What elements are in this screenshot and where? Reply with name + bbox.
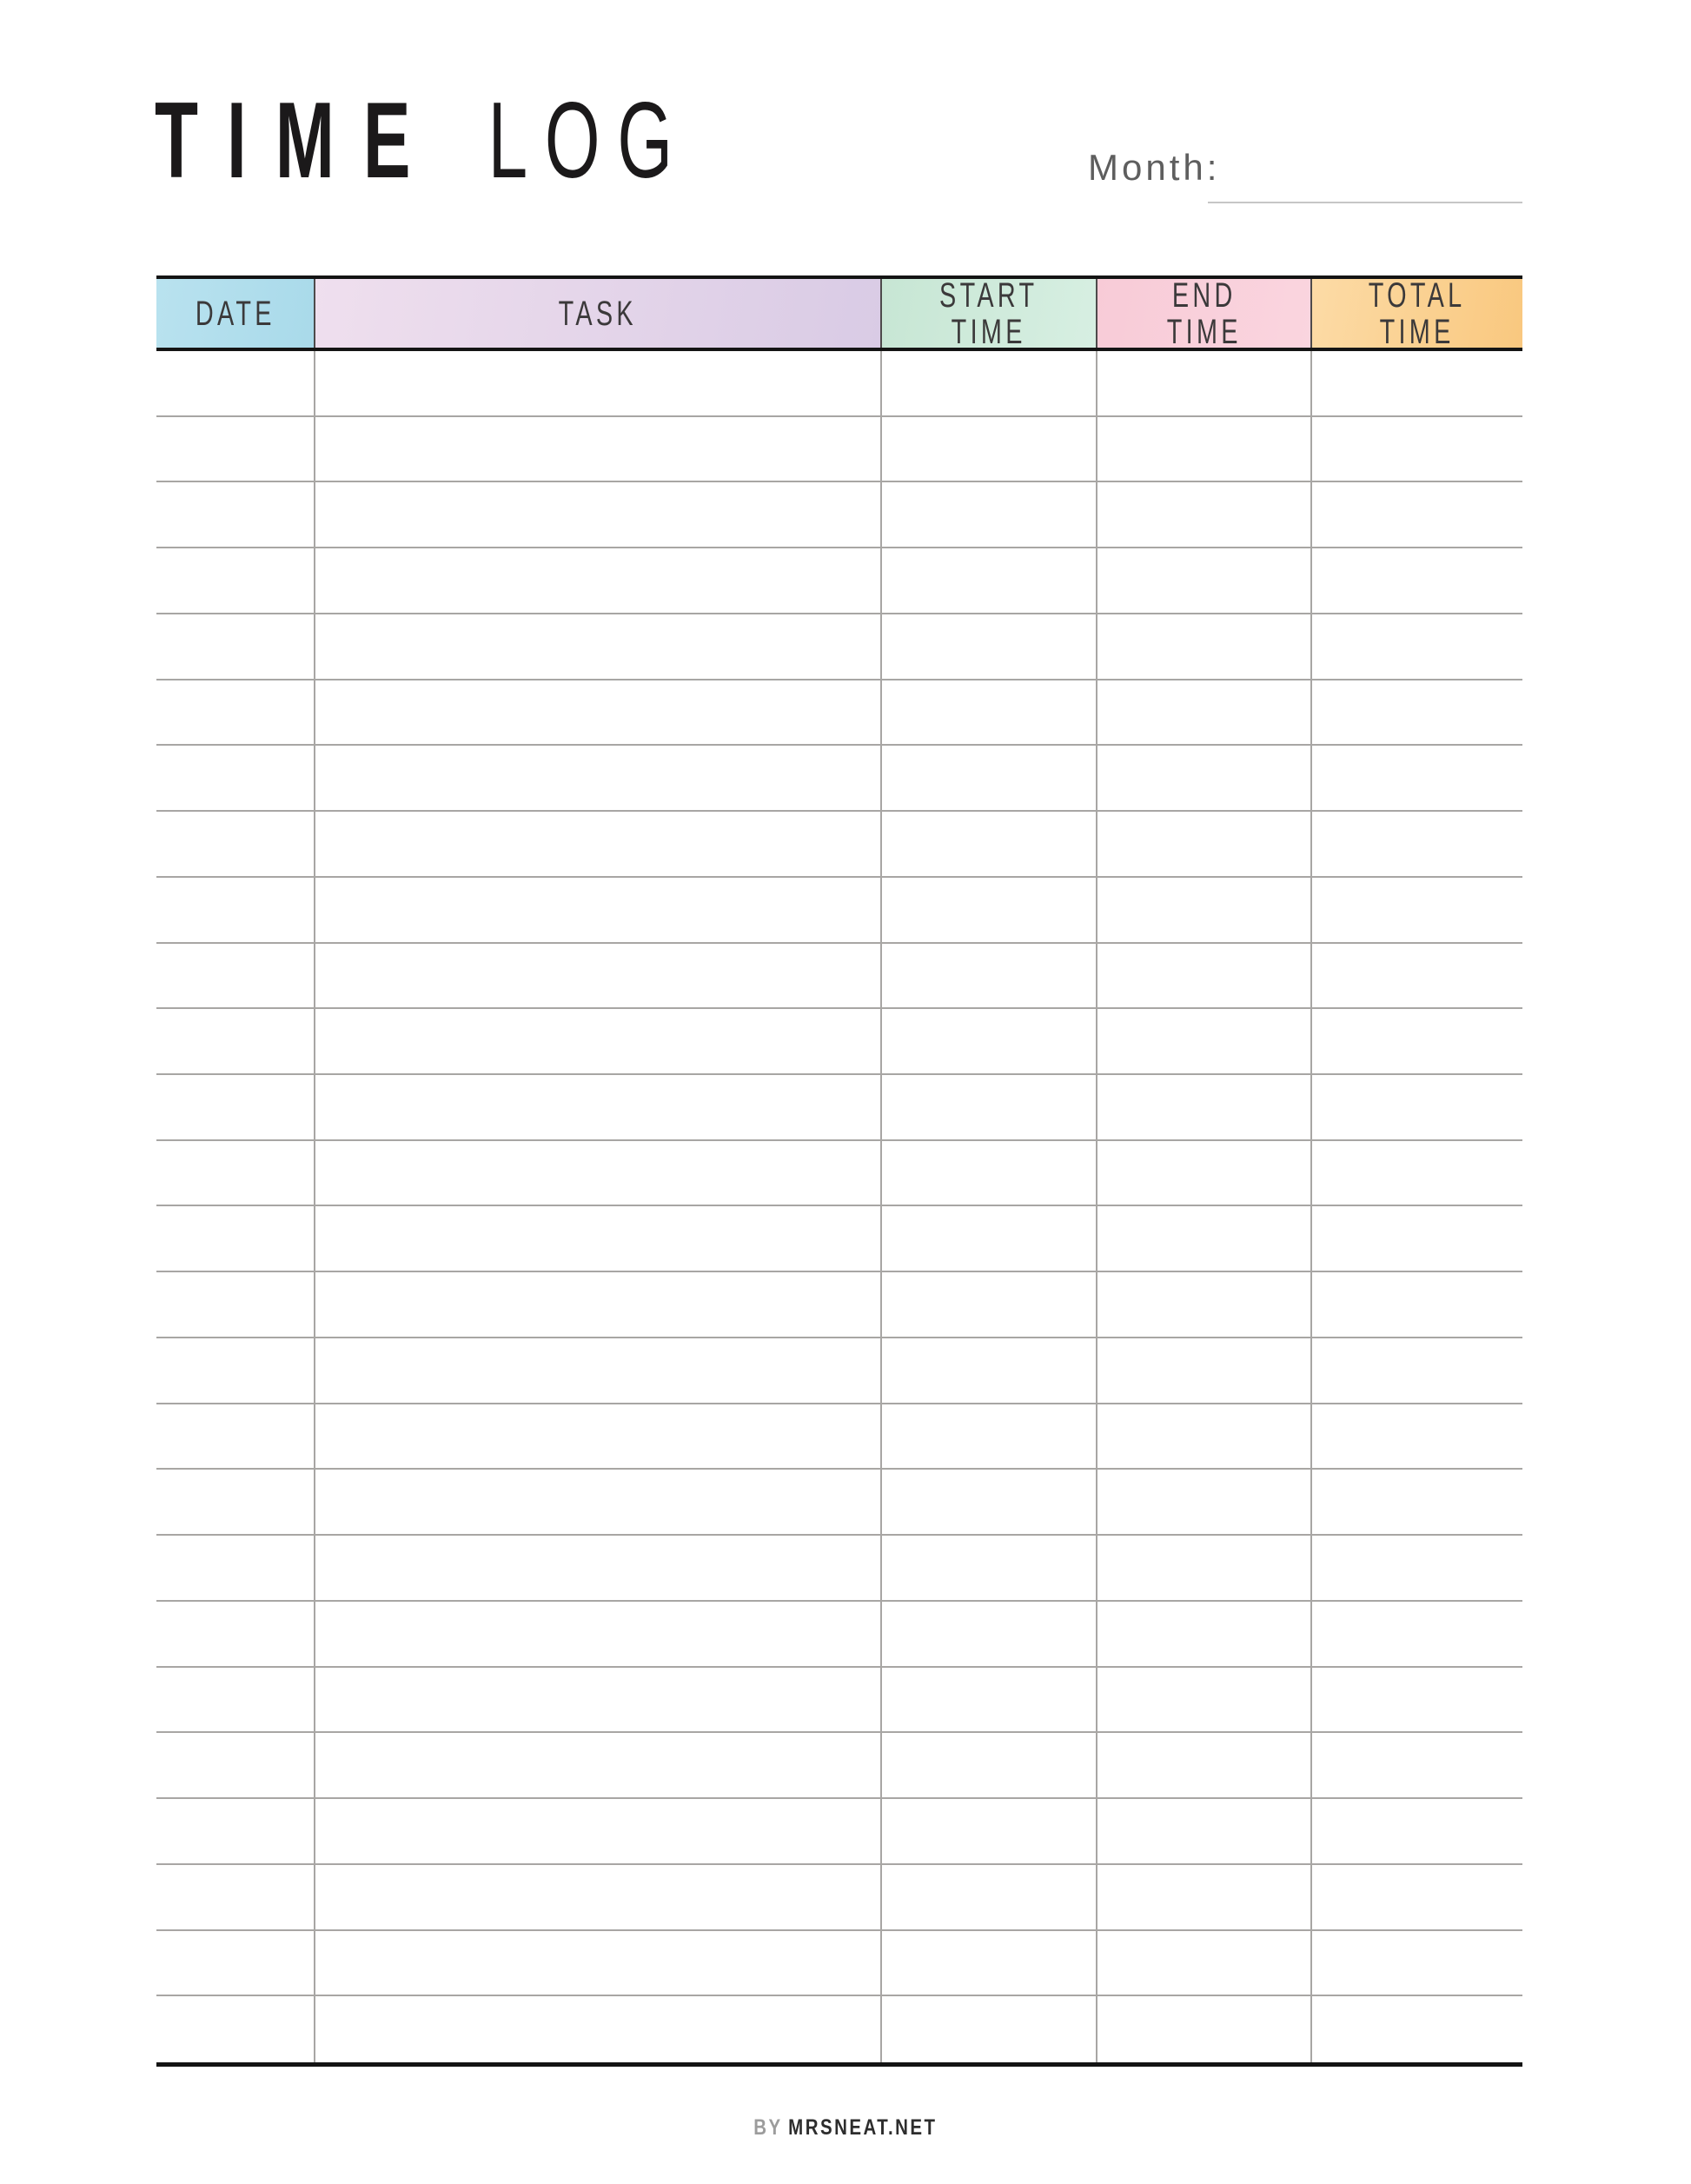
cell-start_time bbox=[882, 680, 1097, 745]
cell-date bbox=[156, 812, 315, 876]
table-row bbox=[156, 1602, 1522, 1668]
cell-total_time bbox=[1312, 482, 1522, 547]
table-row bbox=[156, 351, 1522, 417]
cell-start_time bbox=[882, 1404, 1097, 1469]
column-header-label: TASK bbox=[558, 294, 638, 333]
table-row bbox=[156, 1338, 1522, 1404]
cell-total_time bbox=[1312, 1668, 1522, 1732]
cell-total_time bbox=[1312, 417, 1522, 481]
cell-start_time bbox=[882, 944, 1097, 1008]
cell-task bbox=[315, 1206, 882, 1271]
cell-task bbox=[315, 1272, 882, 1337]
cell-total_time bbox=[1312, 1602, 1522, 1666]
column-header-start_time bbox=[882, 279, 1097, 348]
cell-start_time bbox=[882, 1996, 1097, 2062]
cell-date bbox=[156, 944, 315, 1008]
table-row bbox=[156, 1141, 1522, 1207]
footer bbox=[0, 2117, 1691, 2139]
cell-end_time bbox=[1097, 944, 1312, 1008]
cell-start_time bbox=[882, 746, 1097, 810]
cell-start_time bbox=[882, 1338, 1097, 1403]
cell-end_time bbox=[1097, 1799, 1312, 1863]
table-row bbox=[156, 1075, 1522, 1141]
cell-start_time bbox=[882, 614, 1097, 679]
table-row bbox=[156, 1996, 1522, 2062]
cell-total_time bbox=[1312, 1799, 1522, 1863]
cell-task bbox=[315, 1865, 882, 1929]
cell-task bbox=[315, 1404, 882, 1469]
cell-task bbox=[315, 746, 882, 810]
cell-end_time bbox=[1097, 1404, 1312, 1469]
cell-date bbox=[156, 878, 315, 942]
cell-start_time bbox=[882, 1931, 1097, 1995]
cell-total_time bbox=[1312, 614, 1522, 679]
cell-total_time bbox=[1312, 1931, 1522, 1995]
cell-start_time bbox=[882, 548, 1097, 613]
cell-start_time bbox=[882, 351, 1097, 415]
cell-task bbox=[315, 548, 882, 613]
cell-start_time bbox=[882, 417, 1097, 481]
cell-total_time bbox=[1312, 746, 1522, 810]
month-label: Month: bbox=[1088, 147, 1221, 188]
cell-end_time bbox=[1097, 351, 1312, 415]
table-row bbox=[156, 1009, 1522, 1075]
footer-site-name: MRSNEAT.NET bbox=[788, 2115, 938, 2140]
cell-date bbox=[156, 351, 315, 415]
cell-total_time bbox=[1312, 1009, 1522, 1073]
column-header-label: END TIME bbox=[1166, 279, 1242, 348]
cell-end_time bbox=[1097, 1536, 1312, 1600]
table-row bbox=[156, 812, 1522, 878]
table-row bbox=[156, 482, 1522, 548]
cell-end_time bbox=[1097, 1668, 1312, 1732]
cell-task bbox=[315, 944, 882, 1008]
cell-start_time bbox=[882, 1799, 1097, 1863]
cell-date bbox=[156, 1865, 315, 1929]
cell-start_time bbox=[882, 1536, 1097, 1600]
cell-total_time bbox=[1312, 1865, 1522, 1929]
cell-task bbox=[315, 1470, 882, 1534]
cell-date bbox=[156, 1799, 315, 1863]
cell-start_time bbox=[882, 1602, 1097, 1666]
cell-end_time bbox=[1097, 812, 1312, 876]
cell-end_time bbox=[1097, 548, 1312, 613]
cell-task bbox=[315, 1799, 882, 1863]
cell-total_time bbox=[1312, 812, 1522, 876]
cell-task bbox=[315, 1338, 882, 1403]
cell-start_time bbox=[882, 1668, 1097, 1732]
cell-task bbox=[315, 1009, 882, 1073]
cell-task bbox=[315, 417, 882, 481]
table-row bbox=[156, 1799, 1522, 1865]
cell-task bbox=[315, 1931, 882, 1995]
cell-date bbox=[156, 548, 315, 613]
cell-end_time bbox=[1097, 1931, 1312, 1995]
cell-start_time bbox=[882, 482, 1097, 547]
table-row bbox=[156, 1470, 1522, 1536]
table-row bbox=[156, 1404, 1522, 1470]
table-row bbox=[156, 1865, 1522, 1931]
table-row bbox=[156, 1206, 1522, 1272]
cell-task bbox=[315, 1733, 882, 1797]
cell-total_time bbox=[1312, 1536, 1522, 1600]
table-header-row bbox=[156, 275, 1522, 351]
cell-task bbox=[315, 1602, 882, 1666]
cell-date bbox=[156, 1009, 315, 1073]
cell-start_time bbox=[882, 878, 1097, 942]
footer-by-label: BY bbox=[753, 2115, 783, 2140]
cell-date bbox=[156, 1931, 315, 1995]
table-row bbox=[156, 548, 1522, 614]
cell-start_time bbox=[882, 1733, 1097, 1797]
cell-date bbox=[156, 1536, 315, 1600]
cell-total_time bbox=[1312, 680, 1522, 745]
cell-total_time bbox=[1312, 1075, 1522, 1139]
cell-end_time bbox=[1097, 1338, 1312, 1403]
cell-start_time bbox=[882, 1272, 1097, 1337]
table-row bbox=[156, 746, 1522, 812]
cell-total_time bbox=[1312, 1141, 1522, 1205]
cell-end_time bbox=[1097, 1141, 1312, 1205]
column-header-label: TOTAL TIME bbox=[1369, 279, 1466, 348]
cell-total_time bbox=[1312, 878, 1522, 942]
cell-total_time bbox=[1312, 1404, 1522, 1469]
cell-end_time bbox=[1097, 746, 1312, 810]
cell-start_time bbox=[882, 1865, 1097, 1929]
cell-end_time bbox=[1097, 1075, 1312, 1139]
cell-total_time bbox=[1312, 351, 1522, 415]
cell-start_time bbox=[882, 1009, 1097, 1073]
cell-end_time bbox=[1097, 482, 1312, 547]
table-row bbox=[156, 1733, 1522, 1799]
cell-task bbox=[315, 1668, 882, 1732]
cell-date bbox=[156, 1602, 315, 1666]
column-header-label: DATE bbox=[195, 294, 275, 333]
cell-date bbox=[156, 1338, 315, 1403]
cell-total_time bbox=[1312, 1733, 1522, 1797]
cell-end_time bbox=[1097, 1470, 1312, 1534]
cell-task bbox=[315, 1075, 882, 1139]
cell-task bbox=[315, 482, 882, 547]
cell-start_time bbox=[882, 1141, 1097, 1205]
table-row bbox=[156, 944, 1522, 1010]
cell-end_time bbox=[1097, 417, 1312, 481]
title-word-log: LOG bbox=[487, 81, 690, 201]
cell-total_time bbox=[1312, 944, 1522, 1008]
column-header-total_time bbox=[1312, 279, 1522, 348]
table-row bbox=[156, 1931, 1522, 1997]
cell-date bbox=[156, 1470, 315, 1534]
cell-date bbox=[156, 1141, 315, 1205]
cell-task bbox=[315, 1536, 882, 1600]
cell-total_time bbox=[1312, 548, 1522, 613]
table-row bbox=[156, 1668, 1522, 1734]
cell-total_time bbox=[1312, 1338, 1522, 1403]
column-header-end_time bbox=[1097, 279, 1312, 348]
page-title bbox=[155, 81, 690, 201]
cell-date bbox=[156, 1272, 315, 1337]
cell-end_time bbox=[1097, 1996, 1312, 2062]
cell-date bbox=[156, 1206, 315, 1271]
cell-date bbox=[156, 482, 315, 547]
cell-end_time bbox=[1097, 1272, 1312, 1337]
table-body bbox=[156, 351, 1522, 2067]
cell-total_time bbox=[1312, 1272, 1522, 1337]
cell-task bbox=[315, 614, 882, 679]
column-header-task bbox=[315, 279, 882, 348]
cell-end_time bbox=[1097, 1206, 1312, 1271]
footer-credit bbox=[753, 2117, 937, 2139]
cell-date bbox=[156, 1075, 315, 1139]
cell-task bbox=[315, 812, 882, 876]
time-log-table bbox=[156, 275, 1522, 2067]
table-row bbox=[156, 680, 1522, 747]
cell-end_time bbox=[1097, 1865, 1312, 1929]
cell-total_time bbox=[1312, 1996, 1522, 2062]
cell-date bbox=[156, 680, 315, 745]
cell-task bbox=[315, 878, 882, 942]
column-header-date bbox=[156, 279, 315, 348]
cell-task bbox=[315, 1996, 882, 2062]
cell-start_time bbox=[882, 1206, 1097, 1271]
cell-date bbox=[156, 1404, 315, 1469]
cell-end_time bbox=[1097, 680, 1312, 745]
month-input-line bbox=[1208, 202, 1522, 203]
cell-total_time bbox=[1312, 1206, 1522, 1271]
cell-date bbox=[156, 1668, 315, 1732]
cell-date bbox=[156, 417, 315, 481]
cell-date bbox=[156, 1996, 315, 2062]
cell-task bbox=[315, 1141, 882, 1205]
cell-end_time bbox=[1097, 878, 1312, 942]
cell-date bbox=[156, 1733, 315, 1797]
cell-end_time bbox=[1097, 1733, 1312, 1797]
cell-end_time bbox=[1097, 1602, 1312, 1666]
title-word-time: TIME bbox=[155, 81, 440, 201]
cell-start_time bbox=[882, 1470, 1097, 1534]
cell-total_time bbox=[1312, 1470, 1522, 1534]
cell-date bbox=[156, 746, 315, 810]
cell-start_time bbox=[882, 812, 1097, 876]
table-row bbox=[156, 1536, 1522, 1602]
cell-start_time bbox=[882, 1075, 1097, 1139]
column-header-label: START TIME bbox=[939, 279, 1038, 348]
table-row bbox=[156, 1272, 1522, 1338]
table-row bbox=[156, 878, 1522, 944]
cell-date bbox=[156, 614, 315, 679]
cell-end_time bbox=[1097, 1009, 1312, 1073]
cell-task bbox=[315, 351, 882, 415]
cell-end_time bbox=[1097, 614, 1312, 679]
table-row bbox=[156, 614, 1522, 680]
table-row bbox=[156, 417, 1522, 483]
cell-task bbox=[315, 680, 882, 745]
